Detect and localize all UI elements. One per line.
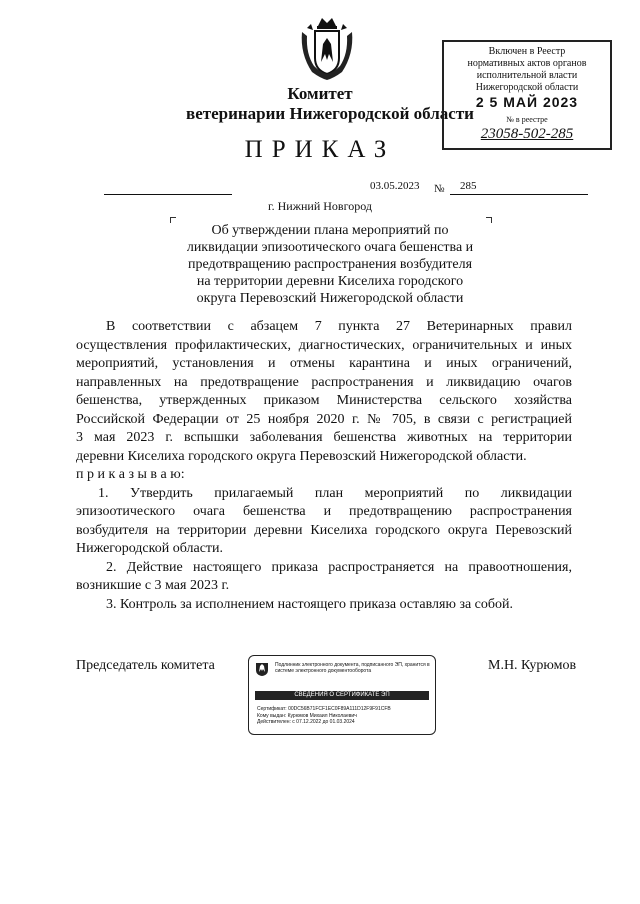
item-1 (76, 485, 572, 559)
body-line: 1. Утвердить прилагаемый план мероприятий по ликвидации (98, 485, 572, 501)
body-line: В соответствии с абзацем 7 пункта 27 Ветеринарных правил (106, 319, 572, 334)
date-underline (104, 194, 232, 195)
order-number: 285 (460, 180, 477, 192)
body-line: бешенства, утвержденных приказом Министерства сельского хозяйства (76, 393, 572, 408)
item-2 (76, 559, 572, 596)
esig-valid: Действителен: с 07.12.2022 до 01.03.2024 (257, 719, 355, 725)
order-date: 03.05.2023 (370, 180, 420, 192)
body-line: п р и к а з ы в а ю: (76, 467, 185, 482)
order-word (76, 466, 572, 485)
organization-name-line2: ветеринарии Нижегородской области (186, 104, 474, 123)
body-line: мероприятий, установления и отмены карантина и иных ограничений, (76, 356, 572, 371)
organization-name: Комитет (287, 84, 353, 103)
body-line: 3. Контроль за исполнением настоящего приказа оставляю за собой. (106, 596, 514, 612)
signatory-name: М.Н. Курюмов (488, 658, 577, 673)
coat-of-arms-icon (298, 14, 356, 82)
registry-date: 2 5 МАЙ 2023 (475, 94, 579, 110)
subject-line: Об утверждении плана мероприятий по (211, 223, 449, 238)
subject-line: предотвращению распространения возбудителя (187, 257, 473, 272)
subject-line: на территории деревни Киселиха городского (196, 274, 464, 289)
preamble-paragraph (76, 318, 572, 466)
number-underline (450, 194, 588, 195)
body-line: осуществления профилактических, диагностических, ограничительных и иных (76, 337, 572, 353)
esig-issued-to: Кому выдан: Курюмов Михаил Николаевич (257, 712, 357, 719)
esig-note: Подлинник электронного документа, подписанного ЭП, хранится в системе электронного документооборота (275, 662, 430, 674)
esig-banner: СВЕДЕНИЯ О СЕРТИФИКАТЕ ЭП (255, 691, 429, 700)
signatory-position: Председатель комитета (76, 658, 215, 673)
body-line: возникшие с 3 мая 2023 г. (76, 578, 230, 593)
subject-line: округа Перевозский Нижегородской области (196, 291, 464, 306)
body-line: деревни Киселиха городского округа Перевозский Нижегородской области. (76, 448, 527, 464)
registry-stamp-line: нормативных актов органов (467, 58, 587, 69)
order-subject (150, 222, 510, 307)
registry-number-label: № в реестре (506, 115, 548, 124)
order-number-label: № (434, 183, 445, 195)
document-title: ПРИКАЗ (244, 136, 396, 163)
subject-line: ликвидации эпизоотического очага бешенства и (186, 240, 474, 255)
registry-stamp-line: Включен в Реестр (488, 46, 566, 57)
electronic-signature-stamp (248, 655, 436, 735)
order-body (76, 318, 572, 614)
esig-certificate: Сертификат: 00DC56B71FCF1EC0F89A111D12F9F91CFB (257, 706, 391, 712)
body-line: направленных на предотвращение распространения и ликвидацию очагов (76, 374, 572, 390)
registry-stamp (442, 40, 612, 150)
body-line: Российской Федерации от 25 ноября 2020 г. № 705, в связи с регистрацией (76, 411, 572, 427)
item-3 (76, 596, 572, 615)
registry-stamp-line: исполнительной власти (476, 70, 578, 81)
coat-of-arms-icon (255, 661, 269, 677)
registry-stamp-line: Нижегородской области (475, 82, 579, 93)
registry-number: 23058-502-285 (480, 126, 574, 142)
body-line: эпизоотического очага бешенства и предотвращению распространения (76, 504, 572, 519)
body-line: Нижегородской области. (76, 541, 224, 556)
order-city: г. Нижний Новгород (268, 199, 372, 213)
body-line: 3 мая 2023 г. вспышки заболевания бешенства животных на территории (76, 430, 572, 445)
body-line: возбудителя на территории деревни Киселиха городского округа Перевозский (76, 522, 572, 538)
body-line: 2. Действие настоящего приказа распространяется на правоотношения, (106, 559, 572, 575)
